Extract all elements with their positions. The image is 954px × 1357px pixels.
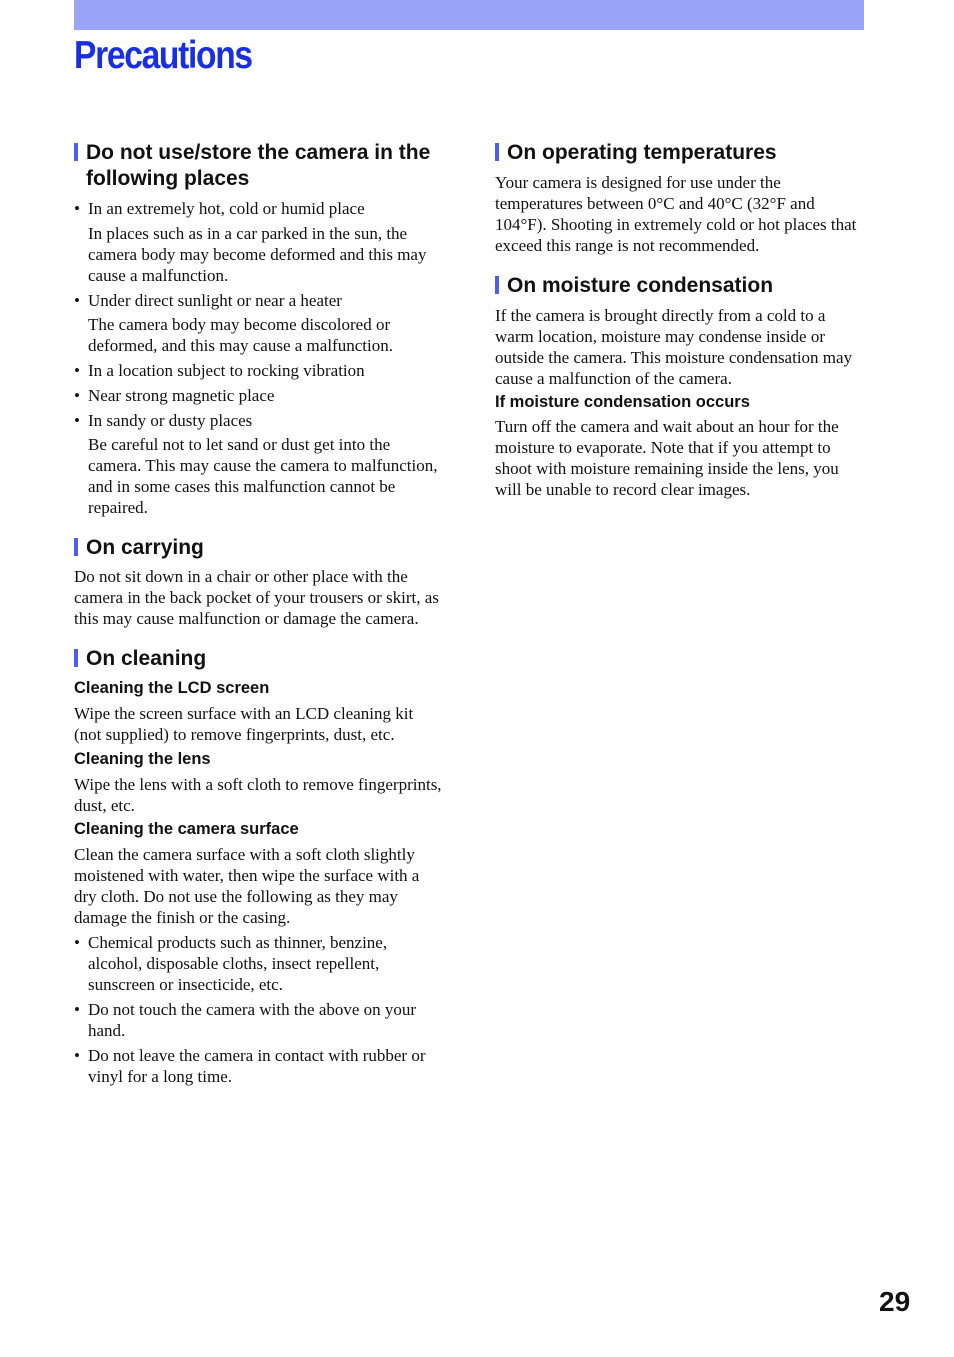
- bullet-text: Do not leave the camera in contact with rubber or vinyl for a long time.: [88, 1046, 426, 1086]
- bullet-note: Be careful not to let sand or dust get into the camera. This may cause the camera to malfunction, and in some cases this malfunction cannot be repaired.: [88, 435, 438, 517]
- bullet-text: Chemical products such as thinner, benzine, alcohol, disposable cloths, insect repellent, sunscreen or insecticide, etc.: [88, 933, 388, 994]
- section-carrying: [74, 535, 442, 629]
- section-heading-cleaning: [74, 646, 442, 672]
- page-number: 29: [879, 1286, 911, 1317]
- bullet-item: [74, 999, 442, 1041]
- section-marker-icon: [495, 143, 499, 161]
- section-temperatures: [495, 140, 863, 256]
- bullet-note: The camera body may become discolored or deformed, and this may cause a malfunction.: [88, 315, 393, 355]
- subheading-lens: Cleaning the lens: [74, 750, 211, 768]
- surface-body: Clean the camera surface with a soft cloth slightly moistened with water, then wipe the surface with a dry cloth. Do not use the following as they may damage the finish or the casing.: [74, 845, 420, 927]
- bullet-text: In an extremely hot, cold or humid place: [88, 199, 365, 218]
- bullet-item: [74, 410, 442, 431]
- carrying-body: Do not sit down in a chair or other place with the camera in the back pocket of your trousers or skirt, as this may cause malfunction or damage the camera.: [74, 567, 439, 628]
- bullet-icon: •: [74, 361, 80, 380]
- bullet-icon: •: [74, 1000, 80, 1019]
- bullet-icon: •: [74, 199, 80, 218]
- bullet-item: [74, 385, 442, 406]
- section-marker-icon: [74, 649, 78, 667]
- right-column: [495, 140, 863, 500]
- bullet-icon: •: [74, 411, 80, 430]
- bullet-text: Near strong magnetic place: [88, 386, 275, 405]
- bullet-item: [74, 1045, 442, 1087]
- section-heading-text: On operating temperatures: [507, 141, 777, 164]
- left-column: [74, 140, 442, 1087]
- section-heading-carrying: [74, 535, 442, 561]
- section-cleaning: [74, 646, 442, 1087]
- bullet-text: Under direct sunlight or near a heater: [88, 291, 342, 310]
- section-heading-temperatures: [495, 140, 863, 166]
- bullet-item: [74, 932, 442, 995]
- section-heading-places: [74, 140, 442, 192]
- section-marker-icon: [74, 538, 78, 556]
- section-places: [74, 140, 442, 518]
- bullet-note: In places such as in a car parked in the sun, the camera body may become deformed and this may cause a malfunction.: [88, 224, 427, 285]
- section-heading-text: On cleaning: [86, 647, 207, 670]
- section-heading-text: On carrying: [86, 536, 204, 559]
- bullet-icon: •: [74, 1046, 80, 1065]
- subheading-lcd: Cleaning the LCD screen: [74, 679, 270, 697]
- lcd-body: Wipe the screen surface with an LCD cleaning kit (not supplied) to remove fingerprints, dust, etc.: [74, 704, 414, 744]
- section-marker-icon: [74, 143, 78, 161]
- bullet-icon: •: [74, 386, 80, 405]
- bullet-text: Do not touch the camera with the above on your hand.: [88, 1000, 417, 1040]
- section-moisture: [495, 273, 863, 500]
- page-title: Precautions: [74, 34, 252, 77]
- header-accent-bar: [74, 0, 864, 30]
- bullet-text: In a location subject to rocking vibration: [88, 361, 365, 380]
- section-heading-moisture: [495, 273, 863, 299]
- temperatures-body: Your camera is designed for use under the temperatures between 0°C and 40°C (32°F and 104°F). Shooting in extremely cold or hot places that exceed this range is not recommended.: [495, 173, 857, 255]
- moisture-occurs-body: Turn off the camera and wait about an hour for the moisture to evaporate. Note that if you attempt to shoot with moisture remaining inside the lens, you will be unable to record clear images.: [495, 417, 839, 499]
- bullet-icon: •: [74, 933, 80, 952]
- bullet-item: [74, 198, 442, 219]
- bullet-text: In sandy or dusty places: [88, 411, 253, 430]
- section-heading-text: Do not use/store the camera in the following places: [86, 141, 431, 190]
- bullet-icon: •: [74, 291, 80, 310]
- section-heading-text: On moisture condensation: [507, 274, 774, 297]
- bullet-item: [74, 290, 442, 311]
- subheading-surface: Cleaning the camera surface: [74, 820, 299, 838]
- bullet-item: [74, 360, 442, 381]
- lens-body: Wipe the lens with a soft cloth to remove fingerprints, dust, etc.: [74, 775, 442, 815]
- subheading-moisture-occurs: If moisture condensation occurs: [495, 393, 750, 411]
- section-marker-icon: [495, 276, 499, 294]
- moisture-body: If the camera is brought directly from a cold to a warm location, moisture may condense inside or outside the camera. This moisture condensation may cause a malfunction of the camera.: [495, 306, 853, 388]
